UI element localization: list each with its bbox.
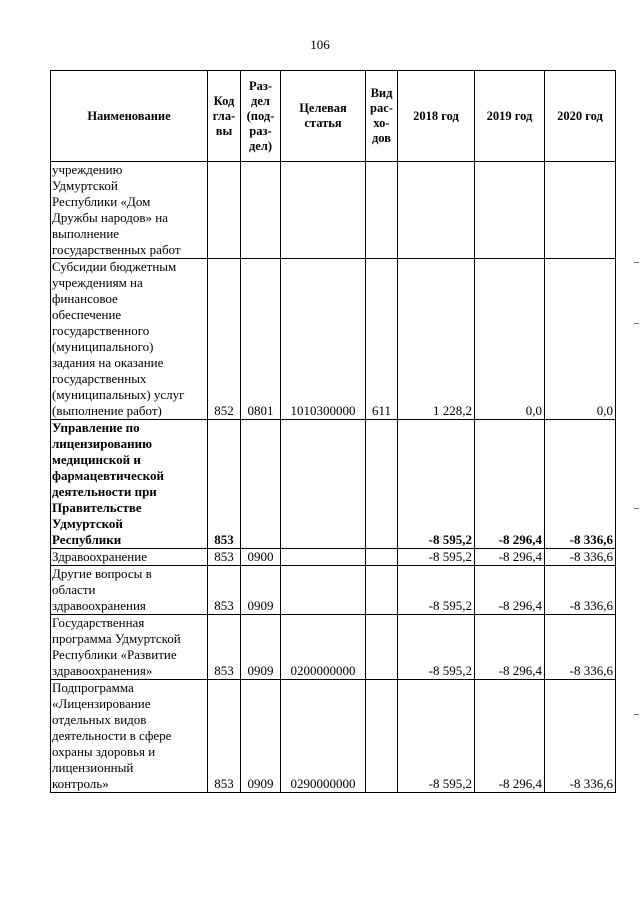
table-row (51, 420, 616, 549)
row-razdel: 0909 (241, 566, 281, 615)
header-2019: 2019 год (475, 71, 545, 162)
row-name: Государственная программа Удмуртской Республики «Развитие здравоохранения» (51, 615, 208, 680)
table-row (51, 259, 616, 420)
row-razdel: 0900 (241, 549, 281, 566)
row-vid (366, 420, 398, 549)
margin-mark (634, 714, 639, 715)
row-vid (366, 549, 398, 566)
row-vid (366, 162, 398, 259)
row-vid: 611 (366, 259, 398, 420)
margin-mark (634, 262, 639, 263)
table-header-row (51, 71, 616, 162)
row-razdel: 0909 (241, 615, 281, 680)
budget-table (50, 70, 616, 793)
row-2020: -8 336,6 (545, 680, 616, 793)
row-glava (208, 162, 241, 259)
row-name: учреждению Удмуртской Республики «Дом Дружбы народов» на выполнение государственных работ (51, 162, 208, 259)
row-razdel (241, 420, 281, 549)
row-2020: 0,0 (545, 259, 616, 420)
row-razdel: 0801 (241, 259, 281, 420)
row-2020 (545, 162, 616, 259)
row-target: 0290000000 (281, 680, 366, 793)
row-2019: -8 296,4 (475, 566, 545, 615)
header-vid: Вид рас- хо- дов (366, 71, 398, 162)
header-2018: 2018 год (398, 71, 475, 162)
row-glava: 853 (208, 566, 241, 615)
row-name: Управление по лицензированию медицинской и фармацевтической деятельности при Правительстве Удмуртской Республики (51, 420, 208, 549)
row-2018: -8 595,2 (398, 680, 475, 793)
header-target: Целевая статья (281, 71, 366, 162)
row-glava: 853 (208, 680, 241, 793)
table-row (51, 566, 616, 615)
row-2018 (398, 162, 475, 259)
row-glava: 853 (208, 420, 241, 549)
row-name: Здравоохранение (51, 549, 208, 566)
header-code-glava: Код гла- вы (208, 71, 241, 162)
row-vid (366, 566, 398, 615)
row-razdel: 0909 (241, 680, 281, 793)
header-razdel: Раз- дел (под- раз- дел) (241, 71, 281, 162)
page-number: 106 (310, 37, 330, 52)
row-name: Субсидии бюджетным учреждениям на финансовое обеспечение государственного (муниципального) задания на оказание государственных (муниципальных) услуг (выполнение работ) (51, 259, 208, 420)
row-2019: 0,0 (475, 259, 545, 420)
row-2018: -8 595,2 (398, 420, 475, 549)
row-2019 (475, 162, 545, 259)
row-2019: -8 296,4 (475, 615, 545, 680)
row-glava: 853 (208, 615, 241, 680)
table-row (51, 680, 616, 793)
row-name: Другие вопросы в области здравоохранения (51, 566, 208, 615)
header-name: Наименование (51, 71, 208, 162)
row-glava: 852 (208, 259, 241, 420)
row-glava: 853 (208, 549, 241, 566)
row-2020: -8 336,6 (545, 615, 616, 680)
row-target (281, 420, 366, 549)
row-2018: -8 595,2 (398, 549, 475, 566)
row-target: 0200000000 (281, 615, 366, 680)
row-2018: 1 228,2 (398, 259, 475, 420)
row-2019: -8 296,4 (475, 549, 545, 566)
table-row (51, 162, 616, 259)
row-2020: -8 336,6 (545, 549, 616, 566)
margin-mark (634, 508, 639, 509)
row-target (281, 549, 366, 566)
header-2020: 2020 год (545, 71, 616, 162)
row-2020: -8 336,6 (545, 420, 616, 549)
row-2018: -8 595,2 (398, 566, 475, 615)
row-2019: -8 296,4 (475, 420, 545, 549)
table-row (51, 615, 616, 680)
row-2020: -8 336,6 (545, 566, 616, 615)
row-2018: -8 595,2 (398, 615, 475, 680)
row-target (281, 566, 366, 615)
row-2019: -8 296,4 (475, 680, 545, 793)
row-name: Подпрограмма «Лицензирование отдельных видов деятельности в сфере охраны здоровья и лицензионный контроль» (51, 680, 208, 793)
row-vid (366, 680, 398, 793)
row-razdel (241, 162, 281, 259)
margin-mark (634, 323, 639, 324)
row-vid (366, 615, 398, 680)
row-target: 1010300000 (281, 259, 366, 420)
row-target (281, 162, 366, 259)
table-row (51, 549, 616, 566)
